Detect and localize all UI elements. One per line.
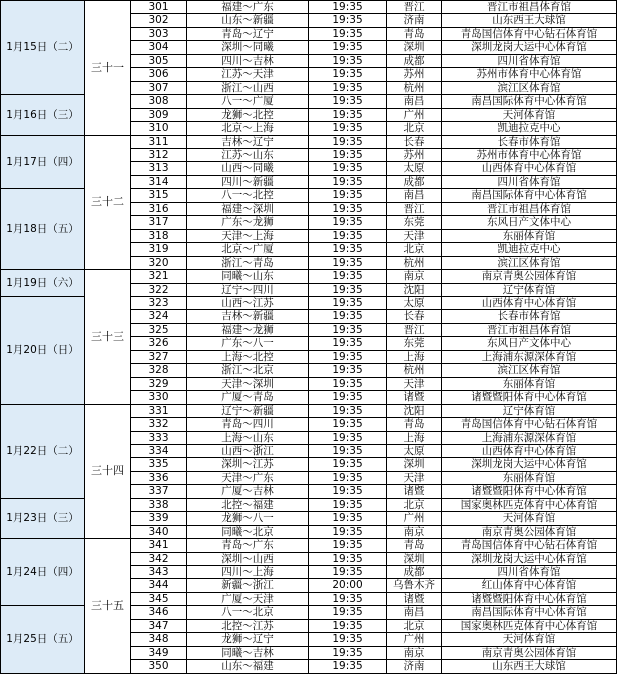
time-cell: 19:35 <box>309 431 387 444</box>
city-cell: 南京 <box>387 525 442 538</box>
date-cell: 1月19日（六） <box>1 270 85 297</box>
round-cell: 三十四 <box>85 404 131 539</box>
date-cell: 1月20日（日） <box>1 296 85 404</box>
matchup-cell: 山西～江苏 <box>187 296 309 309</box>
date-cell: 1月23日（三） <box>1 498 85 538</box>
matchup-cell: 广东～八一 <box>187 337 309 350</box>
city-cell: 太原 <box>387 162 442 175</box>
city-cell: 广州 <box>387 633 442 646</box>
game-number-cell: 350 <box>131 660 187 673</box>
matchup-cell: 龙狮～八一 <box>187 512 309 525</box>
game-number-cell: 347 <box>131 619 187 632</box>
city-cell: 深圳 <box>387 458 442 471</box>
city-cell: 北京 <box>387 619 442 632</box>
time-cell: 19:35 <box>309 68 387 81</box>
date-cell: 1月17日（四） <box>1 135 85 189</box>
time-cell: 19:35 <box>309 283 387 296</box>
game-number-cell: 333 <box>131 431 187 444</box>
venue-cell: 辽宁体育馆 <box>442 283 617 296</box>
matchup-cell: 八一～北控 <box>187 189 309 202</box>
venue-cell: 青岛国信体育中心钻石体育馆 <box>442 539 617 552</box>
city-cell: 东莞 <box>387 216 442 229</box>
city-cell: 南京 <box>387 270 442 283</box>
city-cell: 天津 <box>387 229 442 242</box>
venue-cell: 四川省体育馆 <box>442 54 617 67</box>
city-cell: 南昌 <box>387 189 442 202</box>
game-number-cell: 319 <box>131 243 187 256</box>
matchup-cell: 四川～新疆 <box>187 175 309 188</box>
city-cell: 杭州 <box>387 364 442 377</box>
venue-cell: 国家奥林匹克体育中心体育馆 <box>442 619 617 632</box>
venue-cell: 晋江市祖昌体育馆 <box>442 323 617 336</box>
game-number-cell: 337 <box>131 485 187 498</box>
venue-cell: 南昌国际体育中心体育馆 <box>442 189 617 202</box>
city-cell: 成都 <box>387 54 442 67</box>
venue-cell: 山西体育中心体育馆 <box>442 444 617 457</box>
venue-cell: 辽宁体育馆 <box>442 404 617 417</box>
city-cell: 苏州 <box>387 68 442 81</box>
matchup-cell: 四川～上海 <box>187 566 309 579</box>
city-cell: 杭州 <box>387 81 442 94</box>
game-number-cell: 329 <box>131 377 187 390</box>
time-cell: 19:35 <box>309 1 387 14</box>
venue-cell: 天河体育馆 <box>442 512 617 525</box>
game-number-cell: 341 <box>131 539 187 552</box>
matchup-cell: 辽宁～四川 <box>187 283 309 296</box>
schedule-body <box>1 1 617 674</box>
matchup-cell: 四川～吉林 <box>187 54 309 67</box>
venue-cell: 长春市体育馆 <box>442 135 617 148</box>
city-cell: 济南 <box>387 14 442 27</box>
time-cell: 19:35 <box>309 592 387 605</box>
matchup-cell: 北京～广厦 <box>187 243 309 256</box>
matchup-cell: 青岛～辽宁 <box>187 27 309 40</box>
venue-cell: 国家奥林匹克体育中心体育馆 <box>442 498 617 511</box>
game-number-cell: 349 <box>131 646 187 659</box>
game-number-cell: 323 <box>131 296 187 309</box>
time-cell: 19:35 <box>309 122 387 135</box>
venue-cell: 诸暨暨阳体育中心体育馆 <box>442 485 617 498</box>
city-cell: 晋江 <box>387 1 442 14</box>
venue-cell: 四川省体育馆 <box>442 566 617 579</box>
matchup-cell: 同曦～北京 <box>187 525 309 538</box>
city-cell: 诸暨 <box>387 391 442 404</box>
game-number-cell: 321 <box>131 270 187 283</box>
city-cell: 乌鲁木齐 <box>387 579 442 592</box>
matchup-cell: 北控～江苏 <box>187 619 309 632</box>
venue-cell: 南京青奥公园体育馆 <box>442 646 617 659</box>
venue-cell: 南京青奥公园体育馆 <box>442 525 617 538</box>
time-cell: 19:35 <box>309 619 387 632</box>
time-cell: 19:35 <box>309 148 387 161</box>
time-cell: 19:35 <box>309 243 387 256</box>
game-number-cell: 344 <box>131 579 187 592</box>
table-row <box>1 270 617 283</box>
venue-cell: 深圳龙岗大运中心体育馆 <box>442 41 617 54</box>
time-cell: 19:35 <box>309 525 387 538</box>
matchup-cell: 青岛～四川 <box>187 418 309 431</box>
venue-cell: 东丽体育馆 <box>442 229 617 242</box>
game-number-cell: 343 <box>131 566 187 579</box>
game-number-cell: 326 <box>131 337 187 350</box>
matchup-cell: 青岛～广东 <box>187 539 309 552</box>
matchup-cell: 龙狮～辽宁 <box>187 633 309 646</box>
venue-cell: 上海浦东源深体育馆 <box>442 431 617 444</box>
time-cell: 19:35 <box>309 404 387 417</box>
game-number-cell: 334 <box>131 444 187 457</box>
matchup-cell: 广厦～青岛 <box>187 391 309 404</box>
city-cell: 苏州 <box>387 148 442 161</box>
venue-cell: 南昌国际体育中心体育馆 <box>442 606 617 619</box>
venue-cell: 凯迪拉克中心 <box>442 243 617 256</box>
matchup-cell: 福建～广东 <box>187 1 309 14</box>
round-cell: 三十三 <box>85 270 131 405</box>
matchup-cell: 山东～新疆 <box>187 14 309 27</box>
game-number-cell: 304 <box>131 41 187 54</box>
table-row <box>1 135 617 148</box>
city-cell: 晋江 <box>387 202 442 215</box>
time-cell: 19:35 <box>309 633 387 646</box>
game-number-cell: 311 <box>131 135 187 148</box>
venue-cell: 东丽体育馆 <box>442 471 617 484</box>
game-number-cell: 348 <box>131 633 187 646</box>
city-cell: 广州 <box>387 108 442 121</box>
venue-cell: 诸暨暨阳体育中心体育馆 <box>442 592 617 605</box>
matchup-cell: 福建～龙狮 <box>187 323 309 336</box>
city-cell: 成都 <box>387 566 442 579</box>
round-cell: 三十二 <box>85 135 131 270</box>
time-cell: 19:35 <box>309 566 387 579</box>
venue-cell: 晋江市祖昌体育馆 <box>442 202 617 215</box>
game-number-cell: 310 <box>131 122 187 135</box>
venue-cell: 南昌国际体育中心体育馆 <box>442 95 617 108</box>
time-cell: 19:35 <box>309 256 387 269</box>
venue-cell: 凯迪拉克中心 <box>442 122 617 135</box>
venue-cell: 东丽体育馆 <box>442 377 617 390</box>
city-cell: 青岛 <box>387 418 442 431</box>
city-cell: 深圳 <box>387 41 442 54</box>
city-cell: 沈阳 <box>387 404 442 417</box>
time-cell: 19:35 <box>309 539 387 552</box>
time-cell: 19:35 <box>309 391 387 404</box>
venue-cell: 南京青奥公园体育馆 <box>442 270 617 283</box>
game-number-cell: 307 <box>131 81 187 94</box>
time-cell: 19:35 <box>309 95 387 108</box>
city-cell: 晋江 <box>387 323 442 336</box>
game-number-cell: 306 <box>131 68 187 81</box>
venue-cell: 东风日产文体中心 <box>442 337 617 350</box>
time-cell: 19:35 <box>309 310 387 323</box>
venue-cell: 晋江市祖昌体育馆 <box>442 1 617 14</box>
city-cell: 上海 <box>387 350 442 363</box>
date-cell: 1月18日（五） <box>1 189 85 270</box>
time-cell: 19:35 <box>309 175 387 188</box>
matchup-cell: 深圳～江苏 <box>187 458 309 471</box>
game-number-cell: 315 <box>131 189 187 202</box>
city-cell: 深圳 <box>387 552 442 565</box>
time-cell: 19:35 <box>309 54 387 67</box>
city-cell: 北京 <box>387 243 442 256</box>
matchup-cell: 八一～北京 <box>187 606 309 619</box>
game-number-cell: 308 <box>131 95 187 108</box>
matchup-cell: 浙江～北京 <box>187 364 309 377</box>
time-cell: 19:35 <box>309 108 387 121</box>
game-number-cell: 328 <box>131 364 187 377</box>
matchup-cell: 浙江～山西 <box>187 81 309 94</box>
matchup-cell: 北控～福建 <box>187 498 309 511</box>
venue-cell: 青岛国信体育中心钻石体育馆 <box>442 27 617 40</box>
venue-cell: 深圳龙岗大运中心体育馆 <box>442 458 617 471</box>
game-number-cell: 303 <box>131 27 187 40</box>
time-cell: 19:35 <box>309 552 387 565</box>
venue-cell: 山东西王大球馆 <box>442 660 617 673</box>
time-cell: 19:35 <box>309 135 387 148</box>
game-number-cell: 346 <box>131 606 187 619</box>
time-cell: 19:35 <box>309 471 387 484</box>
city-cell: 太原 <box>387 296 442 309</box>
matchup-cell: 深圳～同曦 <box>187 41 309 54</box>
matchup-cell: 福建～深圳 <box>187 202 309 215</box>
time-cell: 19:35 <box>309 162 387 175</box>
city-cell: 长春 <box>387 310 442 323</box>
table-row <box>1 1 617 14</box>
date-cell: 1月24日（四） <box>1 539 85 606</box>
city-cell: 北京 <box>387 498 442 511</box>
city-cell: 沈阳 <box>387 283 442 296</box>
game-number-cell: 309 <box>131 108 187 121</box>
venue-cell: 山西体育中心体育馆 <box>442 296 617 309</box>
city-cell: 诸暨 <box>387 592 442 605</box>
city-cell: 上海 <box>387 431 442 444</box>
game-number-cell: 312 <box>131 148 187 161</box>
time-cell: 19:35 <box>309 337 387 350</box>
date-cell: 1月15日（二） <box>1 1 85 95</box>
matchup-cell: 广东～龙狮 <box>187 216 309 229</box>
matchup-cell: 广厦～吉林 <box>187 485 309 498</box>
game-number-cell: 318 <box>131 229 187 242</box>
venue-cell: 滨江区体育馆 <box>442 364 617 377</box>
matchup-cell: 上海～北控 <box>187 350 309 363</box>
game-number-cell: 325 <box>131 323 187 336</box>
game-number-cell: 320 <box>131 256 187 269</box>
time-cell: 19:35 <box>309 350 387 363</box>
city-cell: 青岛 <box>387 539 442 552</box>
venue-cell: 苏州市体育中心体育馆 <box>442 148 617 161</box>
matchup-cell: 浙江～青岛 <box>187 256 309 269</box>
matchup-cell: 八一～广厦 <box>187 95 309 108</box>
time-cell: 19:35 <box>309 202 387 215</box>
city-cell: 济南 <box>387 660 442 673</box>
game-number-cell: 302 <box>131 14 187 27</box>
game-number-cell: 327 <box>131 350 187 363</box>
venue-cell: 青岛国信体育中心钻石体育馆 <box>442 418 617 431</box>
date-cell: 1月16日（三） <box>1 95 85 135</box>
game-number-cell: 342 <box>131 552 187 565</box>
city-cell: 成都 <box>387 175 442 188</box>
matchup-cell: 天津～广东 <box>187 471 309 484</box>
game-number-cell: 331 <box>131 404 187 417</box>
time-cell: 19:35 <box>309 14 387 27</box>
game-number-cell: 340 <box>131 525 187 538</box>
game-number-cell: 316 <box>131 202 187 215</box>
game-number-cell: 314 <box>131 175 187 188</box>
table-row <box>1 539 617 552</box>
city-cell: 南京 <box>387 646 442 659</box>
matchup-cell: 辽宁～新疆 <box>187 404 309 417</box>
venue-cell: 山西体育中心体育馆 <box>442 162 617 175</box>
time-cell: 19:35 <box>309 418 387 431</box>
venue-cell: 长春市体育馆 <box>442 310 617 323</box>
time-cell: 19:35 <box>309 606 387 619</box>
time-cell: 19:35 <box>309 444 387 457</box>
matchup-cell: 同曦～吉林 <box>187 646 309 659</box>
time-cell: 19:35 <box>309 458 387 471</box>
city-cell: 杭州 <box>387 256 442 269</box>
time-cell: 19:35 <box>309 485 387 498</box>
time-cell: 19:35 <box>309 81 387 94</box>
venue-cell: 上海浦东源深体育馆 <box>442 350 617 363</box>
city-cell: 长春 <box>387 135 442 148</box>
venue-cell: 四川省体育馆 <box>442 175 617 188</box>
game-number-cell: 330 <box>131 391 187 404</box>
game-number-cell: 345 <box>131 592 187 605</box>
time-cell: 19:35 <box>309 323 387 336</box>
matchup-cell: 吉林～新疆 <box>187 310 309 323</box>
city-cell: 广州 <box>387 512 442 525</box>
game-number-cell: 313 <box>131 162 187 175</box>
city-cell: 天津 <box>387 471 442 484</box>
city-cell: 天津 <box>387 377 442 390</box>
city-cell: 诸暨 <box>387 485 442 498</box>
round-cell: 三十一 <box>85 1 131 136</box>
city-cell: 北京 <box>387 122 442 135</box>
venue-cell: 天河体育馆 <box>442 633 617 646</box>
time-cell: 19:35 <box>309 364 387 377</box>
time-cell: 19:35 <box>309 270 387 283</box>
city-cell: 太原 <box>387 444 442 457</box>
game-number-cell: 338 <box>131 498 187 511</box>
round-cell: 三十五 <box>85 539 131 674</box>
date-cell: 1月25日（五） <box>1 606 85 673</box>
time-cell: 19:35 <box>309 229 387 242</box>
matchup-cell: 北京～上海 <box>187 122 309 135</box>
matchup-cell: 江苏～山东 <box>187 148 309 161</box>
time-cell: 20:00 <box>309 579 387 592</box>
matchup-cell: 深圳～山西 <box>187 552 309 565</box>
matchup-cell: 天津～深圳 <box>187 377 309 390</box>
game-number-cell: 324 <box>131 310 187 323</box>
time-cell: 19:35 <box>309 27 387 40</box>
city-cell: 青岛 <box>387 27 442 40</box>
time-cell: 19:35 <box>309 498 387 511</box>
venue-cell: 东风日产文体中心 <box>442 216 617 229</box>
matchup-cell: 吉林～辽宁 <box>187 135 309 148</box>
venue-cell: 深圳龙岗大运中心体育馆 <box>442 552 617 565</box>
game-number-cell: 301 <box>131 1 187 14</box>
table-row <box>1 404 617 417</box>
venue-cell: 天河体育馆 <box>442 108 617 121</box>
game-number-cell: 339 <box>131 512 187 525</box>
venue-cell: 山东西王大球馆 <box>442 14 617 27</box>
venue-cell: 滨江区体育馆 <box>442 256 617 269</box>
date-cell: 1月22日（二） <box>1 404 85 498</box>
matchup-cell: 山东～福建 <box>187 660 309 673</box>
time-cell: 19:35 <box>309 646 387 659</box>
game-number-cell: 335 <box>131 458 187 471</box>
matchup-cell: 山西～同曦 <box>187 162 309 175</box>
time-cell: 19:35 <box>309 41 387 54</box>
time-cell: 19:35 <box>309 216 387 229</box>
venue-cell: 滨江区体育馆 <box>442 81 617 94</box>
matchup-cell: 山西～浙江 <box>187 444 309 457</box>
matchup-cell: 上海～山东 <box>187 431 309 444</box>
matchup-cell: 广厦～天津 <box>187 592 309 605</box>
time-cell: 19:35 <box>309 377 387 390</box>
matchup-cell: 天津～上海 <box>187 229 309 242</box>
time-cell: 19:35 <box>309 512 387 525</box>
game-number-cell: 317 <box>131 216 187 229</box>
city-cell: 南昌 <box>387 606 442 619</box>
time-cell: 19:35 <box>309 660 387 673</box>
venue-cell: 红山体育中心体育馆 <box>442 579 617 592</box>
game-number-cell: 332 <box>131 418 187 431</box>
game-number-cell: 336 <box>131 471 187 484</box>
time-cell: 19:35 <box>309 189 387 202</box>
city-cell: 东莞 <box>387 337 442 350</box>
matchup-cell: 江苏～天津 <box>187 68 309 81</box>
game-number-cell: 322 <box>131 283 187 296</box>
venue-cell: 苏州市体育中心体育馆 <box>442 68 617 81</box>
matchup-cell: 新疆～浙江 <box>187 579 309 592</box>
matchup-cell: 龙狮～北控 <box>187 108 309 121</box>
time-cell: 19:35 <box>309 296 387 309</box>
venue-cell: 诸暨暨阳体育中心体育馆 <box>442 391 617 404</box>
game-number-cell: 305 <box>131 54 187 67</box>
city-cell: 南昌 <box>387 95 442 108</box>
matchup-cell: 同曦～山东 <box>187 270 309 283</box>
